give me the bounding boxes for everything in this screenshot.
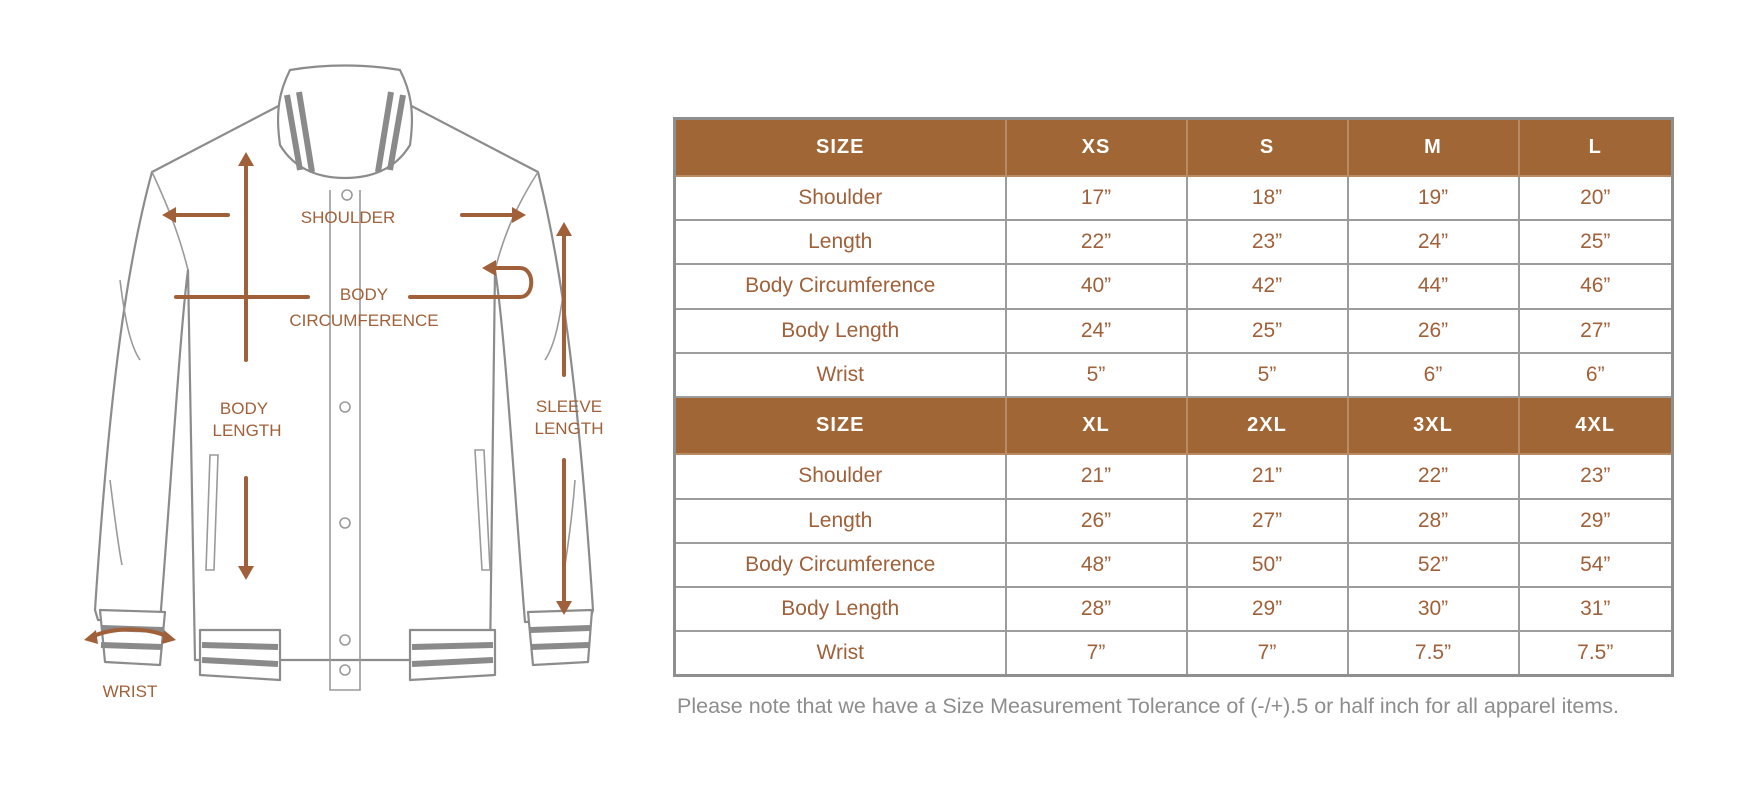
row-label: Shoulder: [675, 454, 1006, 498]
row-label: Body Length: [675, 309, 1006, 353]
size-chart-table: [673, 117, 1674, 677]
table-cell: 21”: [1006, 454, 1187, 498]
table-cell: 22”: [1348, 454, 1519, 498]
table-row: [675, 220, 1673, 264]
table-cell: 26”: [1348, 309, 1519, 353]
table-row: [675, 264, 1673, 308]
table-cell: 19”: [1348, 176, 1519, 220]
table-cell: 18”: [1187, 176, 1348, 220]
header-cell: L: [1519, 119, 1673, 176]
row-label: Shoulder: [675, 176, 1006, 220]
table-cell: 31”: [1519, 587, 1673, 631]
body-circumference-label: CIRCUMFERENCE: [289, 311, 439, 330]
header-cell: XL: [1006, 397, 1187, 454]
waistband: [410, 630, 495, 680]
table-cell: 27”: [1187, 499, 1348, 543]
table-header-row: [675, 119, 1673, 176]
table-cell: 54”: [1519, 543, 1673, 587]
row-label: Length: [675, 220, 1006, 264]
sleeve-length-label: LENGTH: [534, 419, 604, 438]
body-length-label: BODY: [219, 399, 269, 418]
header-cell: M: [1348, 119, 1519, 176]
cuff-right: [528, 610, 592, 665]
cuff-left: [100, 610, 165, 665]
table-cell: 7”: [1187, 631, 1348, 675]
body-length-label: LENGTH: [212, 421, 282, 440]
table-row: [675, 499, 1673, 543]
table-cell: 6”: [1348, 353, 1519, 397]
table-cell: 42”: [1187, 264, 1348, 308]
table-cell: 24”: [1348, 220, 1519, 264]
body-circumference-label: BODY: [339, 285, 389, 304]
table-row: [675, 353, 1673, 397]
jacket-measurement-diagram: [0, 0, 660, 801]
table-cell: 5”: [1006, 353, 1187, 397]
jacket-body: [95, 100, 593, 660]
table-row: [675, 587, 1673, 631]
table-cell: 40”: [1006, 264, 1187, 308]
table-cell: 48”: [1006, 543, 1187, 587]
table-cell: 28”: [1348, 499, 1519, 543]
table-cell: 27”: [1519, 309, 1673, 353]
header-cell: S: [1187, 119, 1348, 176]
table-row: [675, 176, 1673, 220]
tolerance-note: Please note that we have a Size Measurement Tolerance of (-/+).5 or half inch for all apparel items.: [677, 694, 1619, 718]
row-label: Wrist: [675, 353, 1006, 397]
shoulder-label: SHOULDER: [300, 208, 396, 227]
row-label: Body Circumference: [675, 543, 1006, 587]
waistband: [200, 630, 280, 680]
table-cell: 20”: [1519, 176, 1673, 220]
table-cell: 52”: [1348, 543, 1519, 587]
table-header-row: [675, 397, 1673, 454]
header-cell: XS: [1006, 119, 1187, 176]
row-label: Body Length: [675, 587, 1006, 631]
table-cell: 44”: [1348, 264, 1519, 308]
row-label: Body Circumference: [675, 264, 1006, 308]
table-cell: 25”: [1187, 309, 1348, 353]
header-cell: SIZE: [675, 397, 1006, 454]
table-cell: 5”: [1187, 353, 1348, 397]
header-cell: SIZE: [675, 119, 1006, 176]
wrist-label: WRIST: [102, 682, 158, 701]
table-cell: 23”: [1187, 220, 1348, 264]
row-label: Length: [675, 499, 1006, 543]
table-row: [675, 543, 1673, 587]
table-cell: 22”: [1006, 220, 1187, 264]
row-label: Wrist: [675, 631, 1006, 675]
table-cell: 7.5”: [1348, 631, 1519, 675]
table-cell: 26”: [1006, 499, 1187, 543]
table-cell: 30”: [1348, 587, 1519, 631]
table-cell: 17”: [1006, 176, 1187, 220]
table-cell: 25”: [1519, 220, 1673, 264]
button: [340, 665, 350, 675]
sleeve-length-label: SLEEVE: [535, 397, 603, 416]
table-cell: 24”: [1006, 309, 1187, 353]
table-cell: 23”: [1519, 454, 1673, 498]
table-cell: 28”: [1006, 587, 1187, 631]
table-cell: 29”: [1187, 587, 1348, 631]
table-cell: 50”: [1187, 543, 1348, 587]
table-cell: 29”: [1519, 499, 1673, 543]
table-cell: 7.5”: [1519, 631, 1673, 675]
table-cell: 7”: [1006, 631, 1187, 675]
table-cell: 46”: [1519, 264, 1673, 308]
header-cell: 2XL: [1187, 397, 1348, 454]
table-row: [675, 454, 1673, 498]
table-row: [675, 309, 1673, 353]
table-cell: 21”: [1187, 454, 1348, 498]
header-cell: 3XL: [1348, 397, 1519, 454]
table-row: [675, 631, 1673, 675]
table-cell: 6”: [1519, 353, 1673, 397]
header-cell: 4XL: [1519, 397, 1673, 454]
